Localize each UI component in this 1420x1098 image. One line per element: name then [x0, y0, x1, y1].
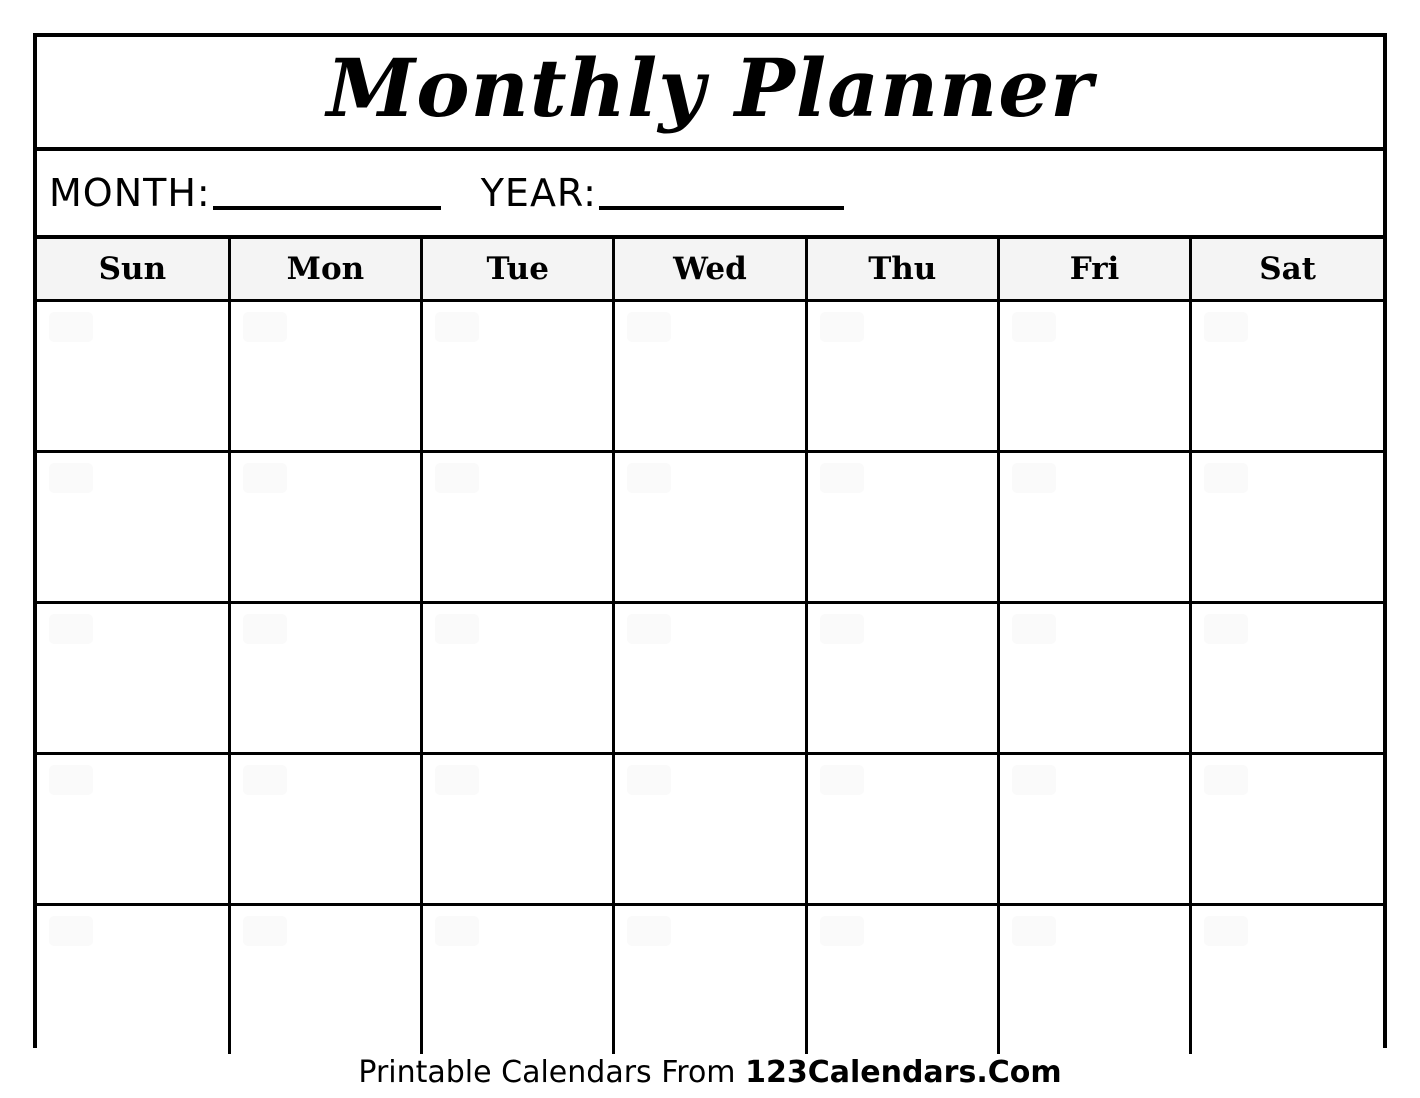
month-year-bar: [33, 151, 1387, 239]
month-year-fields: [49, 151, 844, 235]
day-cell[interactable]: [806, 754, 998, 905]
day-cell[interactable]: [37, 905, 229, 1055]
weekday-header-sat: Sat: [1191, 239, 1383, 301]
day-cell[interactable]: [806, 603, 998, 754]
day-cell[interactable]: [422, 905, 614, 1055]
footer: [0, 1055, 1420, 1090]
day-cell[interactable]: [229, 603, 421, 754]
day-cell[interactable]: [614, 301, 806, 452]
day-cell[interactable]: [614, 905, 806, 1055]
day-cell[interactable]: [37, 754, 229, 905]
day-cell[interactable]: [806, 905, 998, 1055]
weekday-header-mon: Mon: [229, 239, 421, 301]
day-cell[interactable]: [422, 452, 614, 603]
day-cell[interactable]: [37, 301, 229, 452]
day-cell[interactable]: [1191, 301, 1383, 452]
day-cell[interactable]: [1191, 754, 1383, 905]
footer-brand-link[interactable]: 123Calendars.Com: [745, 1055, 1062, 1090]
weekday-header-sun: Sun: [37, 239, 229, 301]
calendar-body: [37, 301, 1383, 1055]
day-cell[interactable]: [1191, 905, 1383, 1055]
day-cell[interactable]: [229, 754, 421, 905]
day-cell[interactable]: [614, 754, 806, 905]
week-row: [37, 905, 1383, 1055]
day-cell[interactable]: [614, 603, 806, 754]
week-row: [37, 301, 1383, 452]
day-cell[interactable]: [806, 301, 998, 452]
day-cell[interactable]: [422, 754, 614, 905]
day-cell[interactable]: [422, 603, 614, 754]
weekday-header-thu: Thu: [806, 239, 998, 301]
calendar-header: [37, 239, 1383, 301]
calendar-table: [37, 239, 1383, 1054]
day-cell[interactable]: [229, 301, 421, 452]
year-label: YEAR:: [480, 171, 597, 215]
day-cell[interactable]: [998, 603, 1190, 754]
year-input[interactable]: [599, 176, 844, 210]
day-cell[interactable]: [1191, 603, 1383, 754]
day-cell[interactable]: [37, 603, 229, 754]
day-cell[interactable]: [37, 452, 229, 603]
day-cell[interactable]: [806, 452, 998, 603]
day-cell[interactable]: [998, 754, 1190, 905]
weekday-header-row: [37, 239, 1383, 301]
weekday-header-fri: Fri: [998, 239, 1190, 301]
week-row: [37, 452, 1383, 603]
month-input[interactable]: [213, 176, 441, 210]
page-title: Monthly Planner: [326, 41, 1094, 135]
day-cell[interactable]: [229, 905, 421, 1055]
week-row: [37, 754, 1383, 905]
day-cell[interactable]: [614, 452, 806, 603]
week-row: [37, 603, 1383, 754]
weekday-header-tue: Tue: [422, 239, 614, 301]
day-cell[interactable]: [422, 301, 614, 452]
day-cell[interactable]: [1191, 452, 1383, 603]
weekday-header-wed: Wed: [614, 239, 806, 301]
footer-text: Printable Calendars From: [358, 1055, 746, 1090]
day-cell[interactable]: [998, 905, 1190, 1055]
day-cell[interactable]: [998, 452, 1190, 603]
calendar-grid: [33, 239, 1387, 1048]
month-label: MONTH:: [49, 171, 211, 215]
day-cell[interactable]: [998, 301, 1190, 452]
title-bar: [33, 33, 1387, 151]
day-cell[interactable]: [229, 452, 421, 603]
